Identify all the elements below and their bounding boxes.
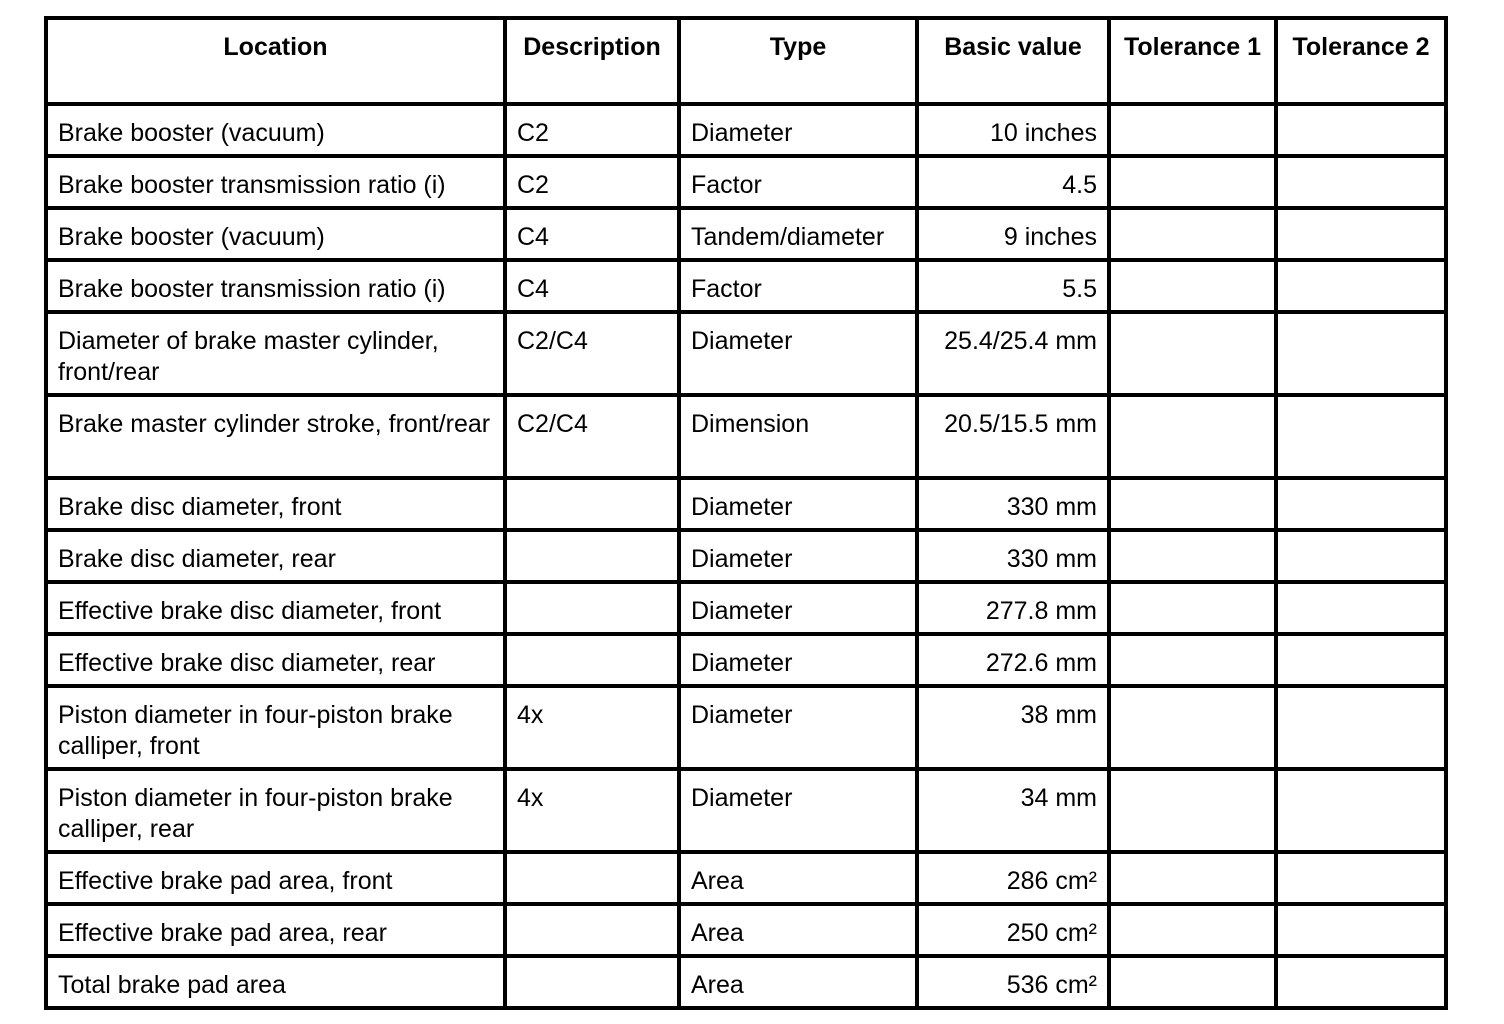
cell-basic-value: 5.5 — [917, 260, 1109, 312]
cell-tolerance-2 — [1276, 904, 1446, 956]
cell-description: 4x — [505, 686, 679, 769]
cell-description — [505, 478, 679, 530]
table-row — [46, 530, 1446, 582]
cell-type: Diameter — [679, 634, 917, 686]
cell-tolerance-1 — [1109, 395, 1276, 478]
cell-tolerance-1 — [1109, 208, 1276, 260]
cell-type: Diameter — [679, 582, 917, 634]
header-description: Description — [505, 18, 679, 104]
cell-tolerance-1 — [1109, 156, 1276, 208]
cell-description: 4x — [505, 769, 679, 852]
cell-tolerance-2 — [1276, 208, 1446, 260]
cell-type: Diameter — [679, 769, 917, 852]
cell-description — [505, 634, 679, 686]
cell-description: C2/C4 — [505, 395, 679, 478]
cell-basic-value: 4.5 — [917, 156, 1109, 208]
cell-tolerance-1 — [1109, 634, 1276, 686]
cell-description: C4 — [505, 208, 679, 260]
cell-location: Piston diameter in four-piston brake calliper, front — [46, 686, 505, 769]
table-row — [46, 312, 1446, 395]
cell-basic-value: 330 mm — [917, 478, 1109, 530]
cell-location: Brake disc diameter, front — [46, 478, 505, 530]
cell-location: Brake booster transmission ratio (i) — [46, 260, 505, 312]
cell-tolerance-2 — [1276, 156, 1446, 208]
cell-tolerance-2 — [1276, 634, 1446, 686]
cell-tolerance-2 — [1276, 852, 1446, 904]
table-row — [46, 478, 1446, 530]
table-row — [46, 904, 1446, 956]
cell-tolerance-1 — [1109, 769, 1276, 852]
cell-tolerance-2 — [1276, 582, 1446, 634]
cell-tolerance-1 — [1109, 904, 1276, 956]
cell-tolerance-1 — [1109, 260, 1276, 312]
cell-location: Brake disc diameter, rear — [46, 530, 505, 582]
cell-description — [505, 956, 679, 1008]
cell-description — [505, 530, 679, 582]
header-type: Type — [679, 18, 917, 104]
cell-tolerance-2 — [1276, 104, 1446, 156]
cell-location: Effective brake pad area, rear — [46, 904, 505, 956]
cell-tolerance-2 — [1276, 686, 1446, 769]
cell-location: Effective brake pad area, front — [46, 852, 505, 904]
table-row — [46, 395, 1446, 478]
cell-tolerance-1 — [1109, 478, 1276, 530]
table-row — [46, 104, 1446, 156]
cell-basic-value: 250 cm² — [917, 904, 1109, 956]
table-row — [46, 156, 1446, 208]
cell-tolerance-1 — [1109, 530, 1276, 582]
cell-tolerance-2 — [1276, 530, 1446, 582]
cell-tolerance-1 — [1109, 582, 1276, 634]
cell-location: Brake booster transmission ratio (i) — [46, 156, 505, 208]
table-row — [46, 582, 1446, 634]
cell-tolerance-2 — [1276, 478, 1446, 530]
cell-location: Effective brake disc diameter, front — [46, 582, 505, 634]
table-row — [46, 686, 1446, 769]
table-row — [46, 769, 1446, 852]
cell-tolerance-2 — [1276, 956, 1446, 1008]
header-location: Location — [46, 18, 505, 104]
cell-tolerance-1 — [1109, 312, 1276, 395]
table-row — [46, 956, 1446, 1008]
cell-basic-value: 330 mm — [917, 530, 1109, 582]
cell-basic-value: 20.5/15.5 mm — [917, 395, 1109, 478]
cell-description: C2 — [505, 156, 679, 208]
cell-tolerance-2 — [1276, 395, 1446, 478]
cell-description — [505, 852, 679, 904]
header-tolerance-2: Tolerance 2 — [1276, 18, 1446, 104]
cell-tolerance-2 — [1276, 312, 1446, 395]
cell-tolerance-2 — [1276, 260, 1446, 312]
cell-basic-value: 25.4/25.4 mm — [917, 312, 1109, 395]
cell-tolerance-1 — [1109, 686, 1276, 769]
cell-basic-value: 38 mm — [917, 686, 1109, 769]
header-basic-value: Basic value — [917, 18, 1109, 104]
cell-basic-value: 10 inches — [917, 104, 1109, 156]
cell-type: Factor — [679, 156, 917, 208]
cell-basic-value: 536 cm² — [917, 956, 1109, 1008]
cell-type: Area — [679, 904, 917, 956]
cell-location: Total brake pad area — [46, 956, 505, 1008]
cell-description: C4 — [505, 260, 679, 312]
cell-type: Diameter — [679, 312, 917, 395]
header-row — [46, 18, 1446, 104]
cell-basic-value: 9 inches — [917, 208, 1109, 260]
table-row — [46, 634, 1446, 686]
cell-type: Area — [679, 956, 917, 1008]
cell-description: C2/C4 — [505, 312, 679, 395]
cell-tolerance-1 — [1109, 104, 1276, 156]
cell-location: Diameter of brake master cylinder, front/rear — [46, 312, 505, 395]
cell-location: Effective brake disc diameter, rear — [46, 634, 505, 686]
brake-spec-table — [44, 16, 1448, 1010]
cell-basic-value: 277.8 mm — [917, 582, 1109, 634]
cell-basic-value: 286 cm² — [917, 852, 1109, 904]
cell-type: Diameter — [679, 478, 917, 530]
cell-type: Dimension — [679, 395, 917, 478]
cell-type: Diameter — [679, 104, 917, 156]
cell-basic-value: 34 mm — [917, 769, 1109, 852]
cell-location: Brake booster (vacuum) — [46, 104, 505, 156]
table-row — [46, 852, 1446, 904]
table-row — [46, 260, 1446, 312]
cell-location: Brake master cylinder stroke, front/rear — [46, 395, 505, 478]
cell-basic-value: 272.6 mm — [917, 634, 1109, 686]
cell-tolerance-1 — [1109, 956, 1276, 1008]
cell-type: Tandem/diameter — [679, 208, 917, 260]
cell-type: Factor — [679, 260, 917, 312]
cell-description — [505, 904, 679, 956]
cell-description: C2 — [505, 104, 679, 156]
cell-location: Brake booster (vacuum) — [46, 208, 505, 260]
table-row — [46, 208, 1446, 260]
cell-tolerance-1 — [1109, 852, 1276, 904]
cell-type: Diameter — [679, 686, 917, 769]
cell-type: Diameter — [679, 530, 917, 582]
header-tolerance-1: Tolerance 1 — [1109, 18, 1276, 104]
cell-tolerance-2 — [1276, 769, 1446, 852]
cell-description — [505, 582, 679, 634]
cell-location: Piston diameter in four-piston brake calliper, rear — [46, 769, 505, 852]
cell-type: Area — [679, 852, 917, 904]
